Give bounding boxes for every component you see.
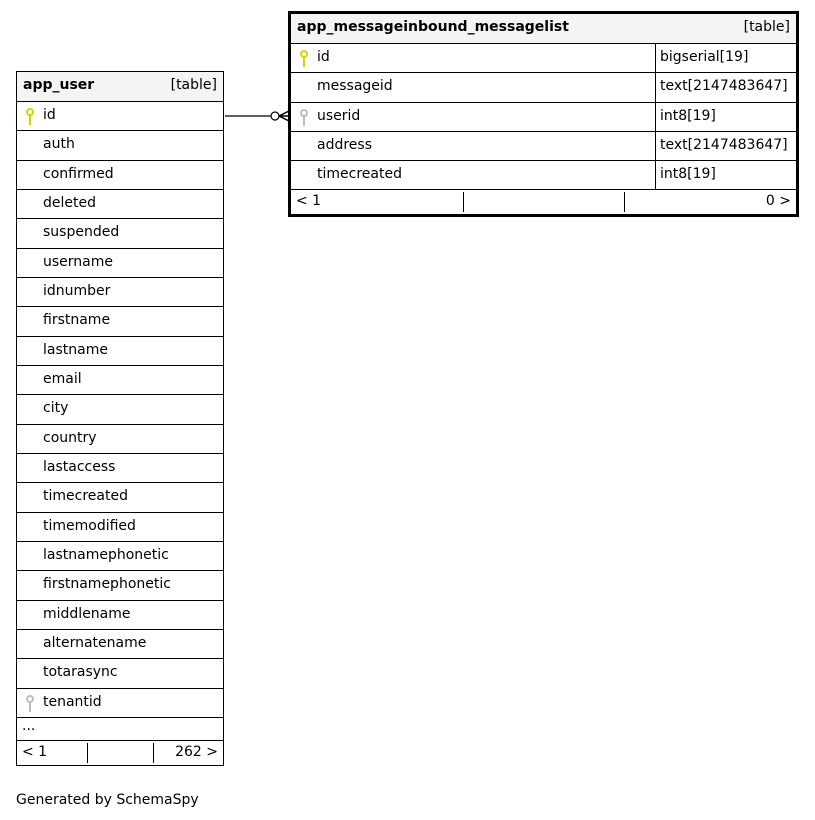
column-name: id <box>43 107 56 123</box>
parents-count[interactable]: < 1 <box>296 193 322 210</box>
column-type: text[2147483647] <box>655 132 788 160</box>
children-count[interactable]: 0 > <box>765 193 791 210</box>
parents-count[interactable]: < 1 <box>22 743 48 760</box>
column-name: id <box>317 49 330 65</box>
table-kind: [table] <box>743 19 790 35</box>
column-name: email <box>43 370 82 387</box>
column-type: bigserial[19] <box>655 44 748 72</box>
column-name: address <box>317 136 373 153</box>
column-name: timemodified <box>43 517 136 534</box>
table-kind: [table] <box>170 77 217 93</box>
column-name: lastaccess <box>43 458 116 475</box>
column-type: text[2147483647] <box>655 73 788 101</box>
ellipsis: ... <box>22 717 36 734</box>
column-name: auth <box>43 136 75 153</box>
column-name: lastnamephonetic <box>43 546 169 563</box>
column-name: firstnamephonetic <box>43 576 171 593</box>
column-name: confirmed <box>43 165 114 182</box>
column-name: idnumber <box>43 282 111 299</box>
column-name: suspended <box>43 224 120 241</box>
table-name: app_user <box>23 77 95 93</box>
column-type: int8[19] <box>655 103 716 131</box>
table-name: app_messageinbound_messagelist <box>297 19 569 35</box>
column-type: int8[19] <box>655 161 716 189</box>
column-name: userid <box>317 107 361 124</box>
column-name: middlename <box>43 605 131 622</box>
column-name: lastname <box>43 341 108 358</box>
column-name: username <box>43 253 113 270</box>
column-name: totarasync <box>43 664 118 681</box>
column-name: city <box>43 400 69 417</box>
column-name: firstname <box>43 312 111 329</box>
column-name: country <box>43 429 97 446</box>
column-name: deleted <box>43 194 96 211</box>
generated-by-text: Generated by SchemaSpy <box>16 792 199 808</box>
column-name: timecreated <box>43 488 128 505</box>
children-count[interactable]: 262 > <box>175 743 218 760</box>
column-name: alternatename <box>43 634 147 651</box>
column-name: timecreated <box>317 166 402 183</box>
column-name: tenantid <box>43 693 102 710</box>
column-name: messageid <box>317 78 393 95</box>
